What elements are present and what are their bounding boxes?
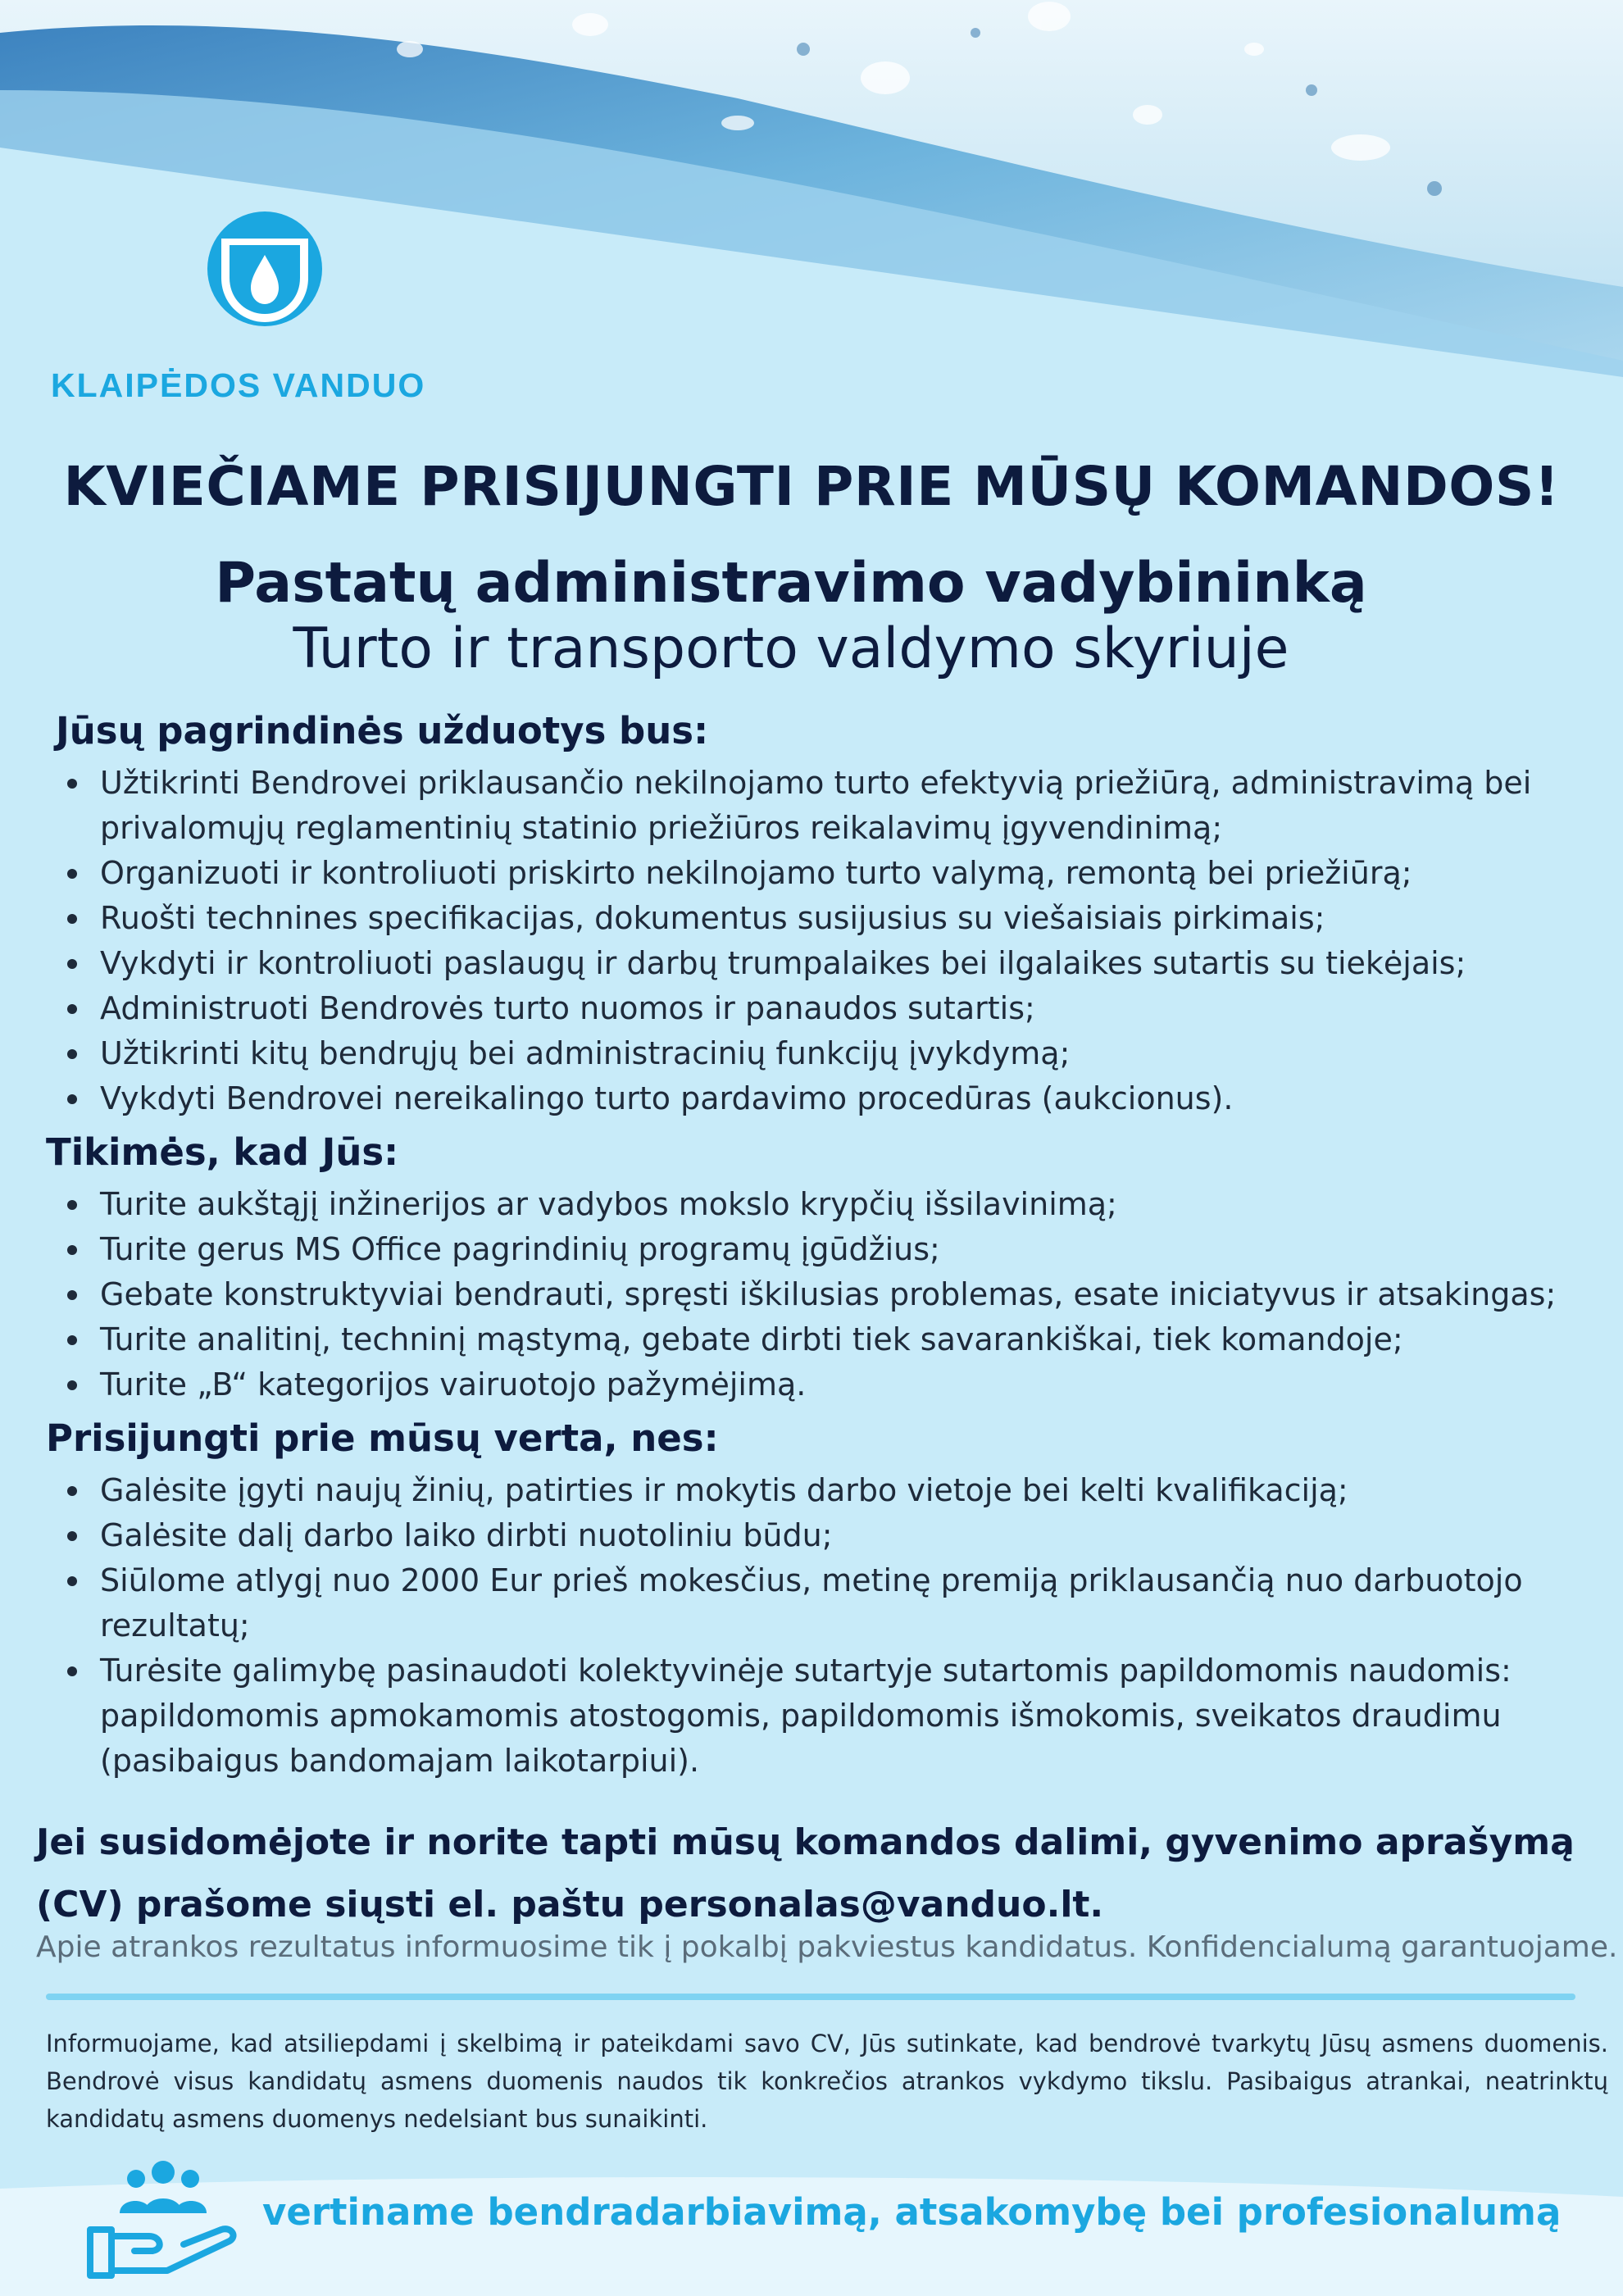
headline: KVIEČIAME PRISIJUNGTI PRIE MŪSŲ KOMANDOS! xyxy=(63,455,1560,518)
benefits-list xyxy=(46,1468,1587,1784)
list-item: Turite aukštąjį inžinerijos ar vadybos mokslo krypčių išsilavinimą; xyxy=(46,1182,1587,1227)
list-item: Gebate konstruktyviai bendrauti, spręsti iškilusias problemas, esate iniciatyvus ir atsakingas; xyxy=(46,1272,1587,1317)
requirements-list xyxy=(46,1182,1587,1407)
list-item: Turėsite galimybę pasinaudoti kolektyvinėje sutartyje sutartomis papildomomis naudomis: papildomomis apmokamomis atostogomis, papildomomis išmokomis, sveikatos draudimu (pasibaigus bandomajam laikotarpiui). xyxy=(46,1648,1587,1784)
list-item: Galėsite dalį darbo laiko dirbti nuotoliniu būdu; xyxy=(46,1513,1587,1558)
list-item: Galėsite įgyti naujų žinių, patirties ir mokytis darbo vietoje bei kelti kvalifikaciją; xyxy=(46,1468,1587,1513)
divider xyxy=(46,1994,1575,2000)
list-item: Vykdyti Bendrovei nereikalingo turto pardavimo procedūras (aukcionus). xyxy=(46,1076,1587,1121)
list-item: Administruoti Bendrovės turto nuomos ir panaudos sutartis; xyxy=(46,986,1587,1031)
list-item: Vykdyti ir kontroliuoti paslaugų ir darbų trumpalaikes bei ilgalaikes sutartis su tiekėjais; xyxy=(46,941,1587,986)
section-heading-requirements: Tikimės, kad Jūs: xyxy=(46,1130,399,1174)
department: Turto ir transporto valdymo skyriuje xyxy=(293,616,1289,681)
privacy-notice: Informuojame, kad atsiliepdami į skelbimą ir pateikdami savo CV, Jūs sutinkate, kad bendrovė tvarkytų Jūsų asmens duomenis. Bendrovė visus kandidatų asmens duomenis naudos tik konkrečios atrankos vykdymo tikslu. Pasibaigus atrankai, neatrinktų kandidatų asmens duomenys nedelsiant bus sunaikinti. xyxy=(46,2030,1608,2133)
list-item: Užtikrinti Bendrovei priklausančio nekilnojamo turto efektyvią priežiūrą, administravimą bei privalomųjų reglamentinių statinio priežiūros reikalavimų įgyvendinimą; xyxy=(46,761,1587,851)
company-slogan: vertiname bendradarbiavimą, atsakomybę bei profesionalumą xyxy=(262,2190,1562,2234)
list-item: Ruošti technines specifikacijas, dokumentus susijusius su viešaisiais pirkimais; xyxy=(46,896,1587,941)
list-item: Turite gerus MS Office pagrindinių programų įgūdžius; xyxy=(46,1227,1587,1272)
list-item: Užtikrinti kitų bendrųjų bei administracinių funkcijų įvykdymą; xyxy=(46,1031,1587,1076)
duties-list xyxy=(46,761,1587,1121)
position-title: Pastatų administravimo vadybininką xyxy=(215,551,1367,616)
application-instructions: Jei susidomėjote ir norite tapti mūsų komandos dalimi, gyvenimo aprašymą (CV) prašome siųsti el. paštu personalas@vanduo.lt. xyxy=(36,1821,1575,1925)
section-heading-benefits: Prisijungti prie mūsų verta, nes: xyxy=(46,1416,719,1460)
water-drop-icon xyxy=(205,209,325,329)
list-item: Turite analitinį, techninį mąstymą, gebate dirbti tiek savarankiškai, tiek komandoje; xyxy=(46,1317,1587,1362)
list-item: Organizuoti ir kontroliuoti priskirto nekilnojamo turto valymą, remontą bei priežiūrą; xyxy=(46,851,1587,896)
job-details xyxy=(46,707,1587,1790)
list-item: Turite „B“ kategorijos vairuotojo pažymėjimą. xyxy=(46,1362,1587,1407)
team-hand-icon xyxy=(85,2156,241,2279)
list-item: Siūlome atlygį nuo 2000 Eur prieš mokesčius, metinę premiją priklausančią nuo darbuotojo rezultatų; xyxy=(46,1558,1587,1648)
company-name: KLAIPĖDOS VANDUO xyxy=(51,366,426,404)
selection-notice: Apie atrankos rezultatus informuosime tik į pokalbį pakviestus kandidatus. Konfidencialumą garantuojame. xyxy=(36,1930,1618,1964)
company-logo xyxy=(51,209,477,405)
section-heading-duties: Jūsų pagrindinės užduotys bus: xyxy=(56,709,709,752)
